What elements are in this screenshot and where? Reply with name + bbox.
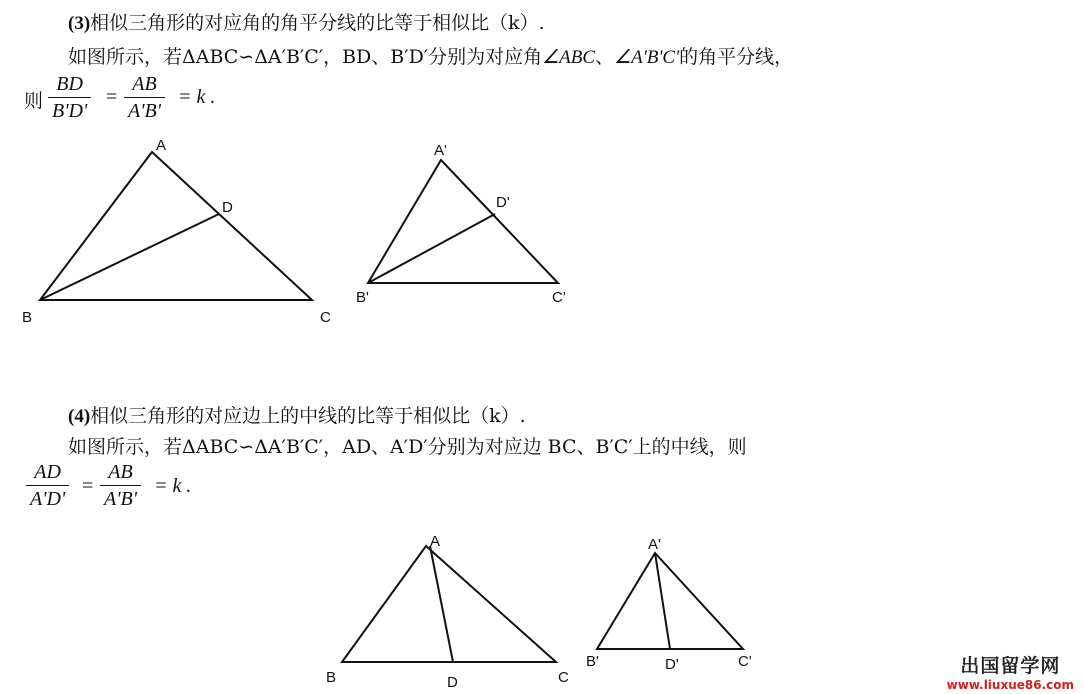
fig4-median-ad [430, 546, 453, 662]
section4-equals: = [82, 475, 94, 497]
fig4-label-a: A [430, 533, 441, 550]
fig3-bisector-bd [40, 214, 219, 300]
section3-frac1-denominator: B'D' [52, 100, 88, 122]
fig4-label-d2: D' [665, 656, 679, 673]
fig3-label-a2: A' [434, 142, 447, 159]
section3-statement-b: 的角平分线， [679, 46, 794, 68]
section4-frac1-denominator: A'D' [30, 488, 66, 510]
fig3-label-d: D [222, 199, 233, 216]
watermark-url: www.liuxue86.com [946, 678, 1074, 692]
section3-frac1-numerator: BD [56, 73, 83, 95]
section3-statement-a: 如图所示，若ΔABC∽ΔA′B′C′，BD、B′D′分别为对应角 [68, 46, 543, 68]
fig3-label-c2: C' [552, 289, 566, 306]
section4-number: (4) [68, 406, 91, 427]
fig4-label-c2: C' [738, 653, 752, 670]
section3-number: (3) [68, 13, 91, 34]
section3-equals: = [106, 86, 118, 108]
section3-angle1: ∠ABC [542, 47, 596, 68]
fig3-label-c: C [320, 309, 331, 326]
fig3-label-b2: B' [356, 289, 369, 306]
fig3-triangle-abc [40, 152, 312, 300]
section3-heading-text: 相似三角形的对应角的角平分线的比等于相似比（k）. [90, 12, 545, 34]
site-watermark [947, 651, 1074, 692]
section3-rhs: = k . [178, 86, 216, 108]
fig3-label-b: B [22, 309, 33, 326]
section4-heading-text: 相似三角形的对应边上的中线的比等于相似比（k）. [90, 405, 526, 427]
section3-frac2-denominator: A'B' [128, 100, 161, 122]
fig3-label-a: A [156, 137, 167, 154]
fig4-label-c: C [558, 669, 569, 686]
section4-frac2-denominator: A'B' [104, 488, 137, 510]
fig4-label-d: D [447, 674, 458, 691]
fig4-label-b: B [326, 669, 337, 686]
section3-angle2: ∠A'B'C' [614, 47, 680, 68]
fig4-label-b2: B' [586, 653, 599, 670]
fig4-triangle-a2b2c2 [597, 553, 743, 649]
section3-then: 则 [24, 90, 44, 112]
fig4-label-a2: A' [648, 536, 661, 553]
fig3-triangle-a2b2c2 [368, 160, 558, 283]
section3-frac2-numerator: AB [132, 73, 157, 95]
section4-frac1-numerator: AD [34, 461, 61, 483]
watermark-title: 出国留学网 [960, 655, 1061, 677]
section3-sep: 、 [595, 46, 615, 68]
section4-statement: 如图所示，若ΔABC∽ΔA′B′C′，AD、A′D′分别为对应边 BC、B′C′上的中线，则 [68, 436, 747, 458]
section4-frac2-numerator: AB [108, 461, 133, 483]
fig3-bisector-b2d2 [368, 214, 495, 283]
fig3-label-d2: D' [496, 194, 510, 211]
section4-rhs: = k . [154, 475, 192, 497]
